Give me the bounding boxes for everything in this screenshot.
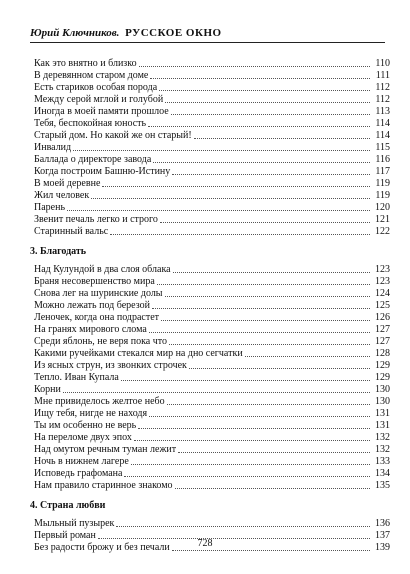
dot-leader [161, 320, 370, 321]
toc-entry [34, 288, 390, 300]
toc-entry [34, 432, 390, 444]
entry-title: Ищу тебя, нигде не находя [34, 408, 148, 419]
entry-page: 121 [375, 214, 390, 225]
toc-entry [34, 348, 390, 360]
entry-title: Мне привиделось желтое небо [34, 396, 165, 407]
entry-title: Леночек, когда она подрастет [34, 312, 160, 323]
entry-page: 130 [375, 384, 390, 395]
dot-leader [171, 114, 370, 115]
entry-page: 137 [375, 530, 390, 541]
toc-entry [34, 408, 390, 420]
toc-entry [34, 94, 390, 106]
toc-entry [34, 300, 390, 312]
entry-title: Без радости брожу и без печали [34, 542, 170, 553]
entry-page: 112 [375, 82, 390, 93]
dot-leader [63, 392, 370, 393]
entry-title: Ночь в нижнем лагере [34, 456, 129, 467]
entry-page: 136 [375, 518, 390, 529]
dot-leader [149, 416, 370, 417]
toc-entry [34, 70, 390, 82]
toc-entry [34, 264, 390, 276]
dot-leader [131, 464, 370, 465]
header-book-title: РУССКОЕ ОКНО [125, 27, 222, 39]
dot-leader [189, 368, 370, 369]
toc-entry [34, 396, 390, 408]
toc-entry [34, 166, 390, 178]
entry-page: 119 [375, 190, 390, 201]
entry-title: Между серой мглой и голубой [34, 94, 164, 105]
entry-page: 129 [375, 372, 390, 383]
entry-page: 114 [375, 118, 390, 129]
dot-leader [134, 440, 370, 441]
entry-title: Когда построим Башню-Истину [34, 166, 171, 177]
toc-entry [34, 178, 390, 190]
dot-leader [194, 138, 370, 139]
dot-leader [148, 126, 370, 127]
entry-page: 123 [375, 264, 390, 275]
dot-leader [157, 284, 370, 285]
entry-title: В деревянном старом доме [34, 70, 149, 81]
dot-leader [139, 66, 370, 67]
toc-entry [34, 384, 390, 396]
toc-entry [34, 82, 390, 94]
table-of-contents [30, 58, 390, 554]
entry-title: Над Кулундой в два слоя облака [34, 264, 171, 275]
entry-title: Среди яблонь, не веря пока что [34, 336, 168, 347]
toc-entry [34, 190, 390, 202]
entry-page: 111 [375, 70, 390, 81]
entry-page: 126 [375, 312, 390, 323]
entry-page: 139 [375, 542, 390, 553]
dot-leader [160, 222, 370, 223]
entry-title: Исповедь графомана [34, 468, 123, 479]
section-heading-4: 4. Страна любви [30, 500, 106, 511]
dot-leader [91, 198, 370, 199]
toc-entry [34, 142, 390, 154]
entry-title: Первый роман [34, 530, 96, 541]
dot-leader [173, 272, 370, 273]
entry-title: Баллада о директоре завода [34, 154, 152, 165]
toc-entry [34, 214, 390, 226]
entry-title: Парень [34, 202, 66, 213]
toc-entry [34, 118, 390, 130]
entry-title: Мыльный пузырек [34, 518, 115, 529]
toc-entry [34, 324, 390, 336]
entry-page: 124 [375, 288, 390, 299]
entry-page: 127 [375, 336, 390, 347]
dot-leader [172, 550, 370, 551]
entry-title: На гранях мирового слома [34, 324, 147, 335]
entry-title: Жил человек [34, 190, 90, 201]
entry-title: Есть стариков особая порода [34, 82, 158, 93]
toc-entry [34, 372, 390, 384]
dot-leader [178, 452, 370, 453]
toc-entry [34, 226, 390, 238]
entry-page: 129 [375, 360, 390, 371]
entry-title: В моей деревне [34, 178, 101, 189]
toc-entry [34, 106, 390, 118]
section-heading-3: 3. Благодать [30, 246, 87, 257]
entry-page: 131 [375, 420, 390, 431]
dot-leader [169, 344, 370, 345]
toc-entry [34, 202, 390, 214]
dot-leader [165, 296, 370, 297]
entry-page: 117 [375, 166, 390, 177]
entry-page: 133 [375, 456, 390, 467]
entry-page: 123 [375, 276, 390, 287]
dot-leader [102, 186, 370, 187]
entry-page: 134 [375, 468, 390, 479]
entry-page: 114 [375, 130, 390, 141]
entry-title: Звенит печаль легко и строго [34, 214, 158, 225]
dot-leader [138, 428, 370, 429]
entry-page: 116 [375, 154, 390, 165]
toc-entry [34, 518, 390, 530]
entry-page: 132 [375, 444, 390, 455]
entry-title: Тепло. Иван Купала [34, 372, 119, 383]
entry-title: Какими ручейками стекался мир на дно сегчатки [34, 348, 243, 359]
entry-page: 110 [375, 58, 390, 69]
entry-page: 127 [375, 324, 390, 335]
entry-title: На переломе двух эпох [34, 432, 132, 443]
running-header [30, 27, 385, 43]
entry-page: 119 [375, 178, 390, 189]
entry-title: Как это внятно и близко [34, 58, 137, 69]
dot-leader [165, 102, 370, 103]
toc-group-1 [34, 58, 390, 238]
dot-leader [245, 356, 370, 357]
dot-leader [172, 174, 370, 175]
entry-title: Иногда в моей памяти прошлое [34, 106, 169, 117]
toc-entry [34, 444, 390, 456]
entry-title: Над омутом речным туман лежит [34, 444, 177, 455]
toc-entry [34, 130, 390, 142]
dot-leader [159, 90, 370, 91]
toc-entry [34, 468, 390, 480]
dot-leader [153, 162, 370, 163]
dot-leader [167, 404, 370, 405]
entry-title: Тебя, беспокойная юность [34, 118, 147, 129]
dot-leader [149, 332, 370, 333]
toc-entry [34, 154, 390, 166]
entry-title: Браня несовершенство мира [34, 276, 155, 287]
entry-page: 128 [375, 348, 390, 359]
dot-leader [150, 78, 370, 79]
entry-title: Корни [34, 384, 61, 395]
entry-page: 112 [375, 94, 390, 105]
toc-entry [34, 312, 390, 324]
dot-leader [67, 210, 370, 211]
dot-leader [121, 380, 370, 381]
dot-leader [116, 526, 370, 527]
entry-page: 125 [375, 300, 390, 311]
dot-leader [175, 488, 370, 489]
toc-group-2 [34, 264, 390, 492]
toc-entry [34, 360, 390, 372]
entry-page: 130 [375, 396, 390, 407]
dot-leader [152, 308, 370, 309]
entry-title: Можно лежать под березой [34, 300, 150, 311]
entry-title: Снова лег на шуринские долы [34, 288, 163, 299]
entry-page: 122 [375, 226, 390, 237]
toc-entry [34, 336, 390, 348]
page-number: 728 [197, 538, 213, 549]
dot-leader [73, 150, 370, 151]
toc-entry [34, 456, 390, 468]
toc-entry [34, 276, 390, 288]
entry-title: Ты им особенно не верь [34, 420, 137, 431]
entry-page: 115 [375, 142, 390, 153]
entry-title: Из ясных струн, из звонких строчек [34, 360, 187, 371]
entry-page: 132 [375, 432, 390, 443]
header-author: Юрий Ключников. [30, 27, 120, 39]
toc-entry [34, 480, 390, 492]
entry-title: Старинный вальс [34, 226, 109, 237]
toc-entry [34, 58, 390, 70]
entry-page: 120 [375, 202, 390, 213]
dot-leader [110, 234, 370, 235]
entry-page: 131 [375, 408, 390, 419]
toc-entry [34, 420, 390, 432]
entry-title: Старый дом. Но какой же он старый! [34, 130, 192, 141]
entry-page: 113 [375, 106, 390, 117]
dot-leader [124, 476, 370, 477]
entry-title: Инвалид [34, 142, 72, 153]
entry-title: Нам правило старинное знакомо [34, 480, 173, 491]
entry-page: 135 [375, 480, 390, 491]
